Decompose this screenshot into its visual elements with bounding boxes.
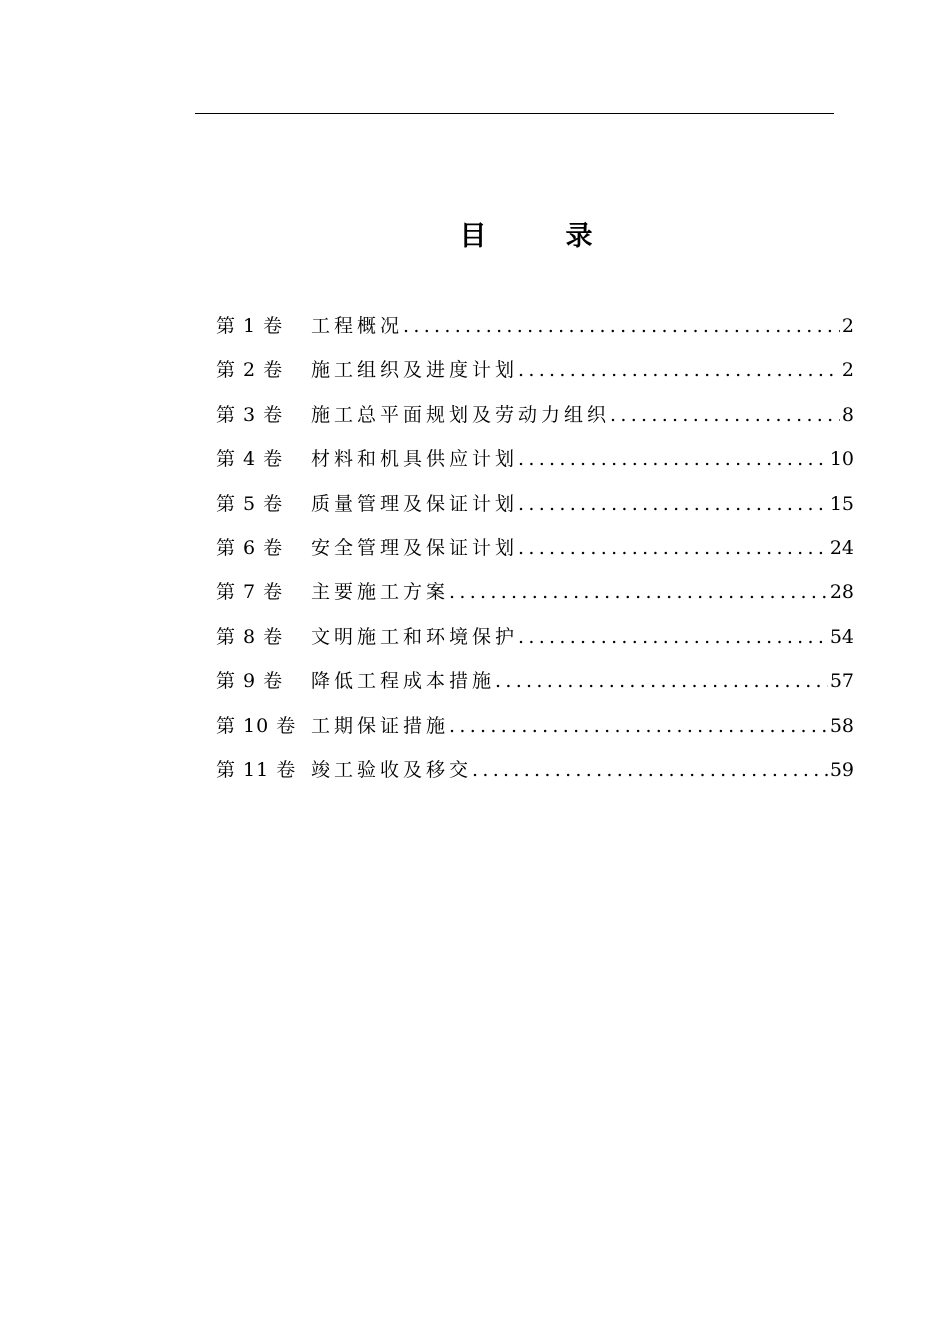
toc-page-number: 15 — [829, 492, 854, 515]
toc-volume-label: 第 11 卷 — [216, 758, 297, 781]
toc-entry[interactable] — [216, 348, 854, 392]
toc-leader-dots — [472, 748, 828, 792]
toc-entry-title: 主要施工方案 — [311, 581, 450, 604]
toc-entry[interactable] — [216, 482, 854, 526]
toc-volume-label: 第 8 卷 — [216, 625, 284, 648]
toc-entry-title: 工期保证措施 — [311, 714, 450, 737]
toc-page-number: 24 — [829, 536, 854, 559]
toc-page-number: 57 — [829, 670, 854, 693]
toc-entry[interactable] — [216, 570, 854, 614]
toc-leader-dots — [518, 348, 840, 392]
toc-entry-title: 降低工程成本措施 — [311, 670, 496, 693]
toc-leader-dots — [449, 704, 828, 748]
toc-entry-title: 质量管理及保证计划 — [311, 492, 519, 515]
toc-page-number: 59 — [829, 758, 854, 781]
toc-entry-title: 材料和机具供应计划 — [311, 448, 519, 471]
toc-volume-label: 第 4 卷 — [216, 448, 284, 471]
toc-entry[interactable] — [216, 437, 854, 481]
toc-volume-label: 第 6 卷 — [216, 536, 284, 559]
toc-entry[interactable] — [216, 393, 854, 437]
toc-entry[interactable] — [216, 704, 854, 748]
toc-volume-label: 第 10 卷 — [216, 714, 297, 737]
toc-volume-label: 第 5 卷 — [216, 492, 284, 515]
toc-title: 目 录 — [459, 221, 619, 252]
toc-page-number: 54 — [829, 625, 854, 648]
header-rule — [195, 113, 834, 114]
toc-entry-title: 工程概况 — [311, 315, 404, 337]
toc-leader-dots — [610, 393, 840, 437]
toc-page-number: 28 — [829, 581, 854, 604]
toc-leader-dots — [449, 570, 828, 614]
toc-page-number: 8 — [841, 403, 854, 426]
toc-entry[interactable] — [216, 526, 854, 570]
toc-leader-dots — [403, 304, 840, 348]
toc-entry-title: 竣工验收及移交 — [311, 758, 473, 781]
toc-leader-dots — [518, 437, 828, 481]
toc-volume-label: 第 3 卷 — [216, 403, 284, 426]
toc-volume-label: 第 2 卷 — [216, 359, 284, 382]
toc-entry[interactable] — [216, 748, 854, 792]
toc-leader-dots — [495, 659, 828, 703]
toc-entry-title: 施工总平面规划及劳动力组织 — [311, 403, 611, 426]
toc-entry-title: 文明施工和环境保护 — [311, 625, 519, 648]
toc-entry-title: 施工组织及进度计划 — [311, 359, 519, 382]
toc-entry[interactable] — [216, 615, 854, 659]
toc-page-number: 2 — [841, 359, 854, 382]
toc-volume-label: 第 7 卷 — [216, 581, 284, 604]
toc-page-number: 10 — [829, 448, 854, 471]
toc-entry-title: 安全管理及保证计划 — [311, 536, 519, 559]
toc-page-number: 58 — [829, 714, 854, 737]
toc-volume-label: 第 1 卷 — [216, 315, 284, 337]
toc-leader-dots — [518, 526, 828, 570]
toc-leader-dots — [518, 615, 828, 659]
toc-volume-label: 第 9 卷 — [216, 670, 284, 693]
toc-list — [216, 304, 854, 792]
toc-leader-dots — [518, 482, 828, 526]
toc-page-number: 2 — [841, 315, 854, 337]
toc-entry[interactable] — [216, 659, 854, 703]
toc-entry[interactable] — [216, 304, 854, 348]
